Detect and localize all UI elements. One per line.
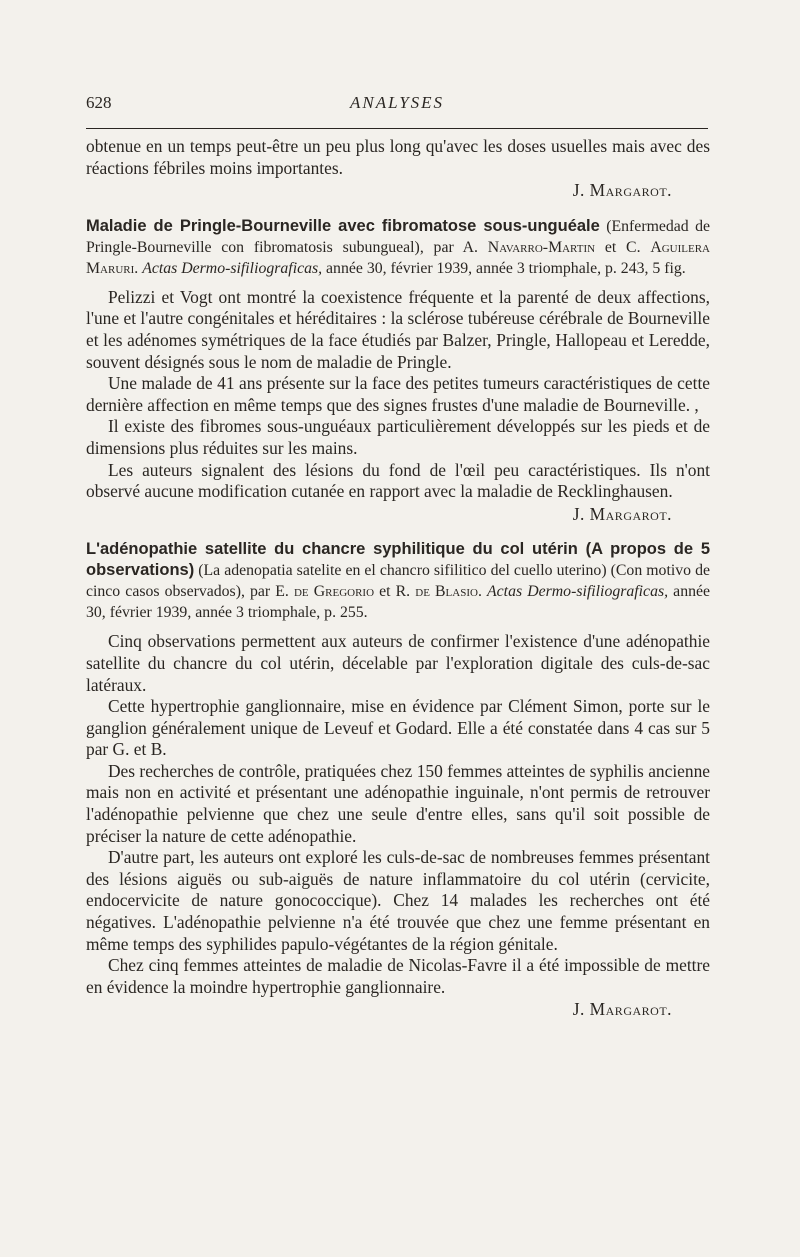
article-1-heading: [86, 216, 710, 279]
article-2-author-end: .: [477, 583, 488, 601]
article-1-author-sep: et C.: [595, 238, 651, 256]
article-2-signature: J. Margarot.: [572, 999, 672, 1020]
article-1-citation: année 30, février 1939, année 3 triomphale, p. 243, 5 fig.: [322, 259, 686, 277]
article-2-subtitle: (La adenopatia satelite en el chancro sifilitico del cuello uterino) (Con motivo de cinco casos observados), par E.: [86, 562, 710, 601]
page-body: [86, 136, 710, 1021]
article-2-heading: [86, 539, 710, 623]
header-rule: [86, 128, 708, 129]
article-2-citation: année 30, février 1939, année 3 triomphale, p. 255.: [86, 583, 711, 622]
article-2-author-sep: et R.: [374, 583, 416, 601]
page-number: 628: [86, 93, 112, 112]
article-2-paragraph: D'autre part, les auteurs ont exploré les culs-de-sac de nombreuses femmes présentant des lésions aiguës ou sub-aiguës de nature inflammatoire du col utérin (cervicite, endocervicite de nature gonococcique). Chez 14 malades les recherches ont été négatives. L'adénopathie pelvienne n'a été trouvée que chez une femme présentant en même temps des syphilides papulo-végétantes de la région génitale.: [86, 847, 710, 954]
article-2-paragraph: Cinq observations permettent aux auteurs de confirmer l'existence d'une adénopathie satellite du chancre du col utérin, décelable par l'exploration digitale des culs-de-sac latéraux.: [86, 631, 710, 695]
article-1-title: Maladie de Pringle-Bourneville avec fibromatose sous-unguéale: [86, 216, 600, 235]
article-1-author-1: Navarro-Martin: [487, 238, 596, 256]
page-header: [86, 93, 708, 117]
article-2-journal: Actas Dermo-sifiliograficas,: [487, 583, 669, 601]
article-1-paragraph: Pelizzi et Vogt ont montré la coexistence fréquente et la parenté de deux affections, l'une et l'autre congénitales et héréditaires : la sclérose tubéreuse cérébrale de Bourneville et les adénomes symétriques de la face étudiés par Balzer, Pringle, Hallopeau et Leredde, souvent désignés sous le nom de maladie de Pringle.: [86, 286, 710, 372]
article-1-subtitle: (Enfermedad de Pringle-Bourneville con fibromatosis subungueal), par A.: [86, 217, 710, 256]
article-1-signature: J. Margarot.: [572, 503, 672, 524]
article-1-journal: Actas Dermo-sifiliograficas,: [142, 259, 323, 277]
article-1-author-2: Aguilera Maruri: [86, 238, 710, 277]
running-title: ANALYSES: [349, 93, 445, 112]
article-1-paragraph: Il existe des fibromes sous-unguéaux particulièrement développés sur les pieds et de dimensions plus réduites sur les mains.: [86, 416, 710, 458]
intro-paragraph: obtenue en un temps peut-être un peu plus long qu'avec les doses usuelles mais avec des réactions fébriles moins importantes.: [86, 136, 710, 178]
intro-signature: J. Margarot.: [572, 180, 672, 201]
article-1-paragraph: Les auteurs signalent des lésions du fond de l'œil peu caractéristiques. Ils n'ont observé aucune modification cutanée en rapport avec la maladie de Recklinghausen.: [86, 459, 710, 502]
article-2-paragraph: Cette hypertrophie ganglionnaire, mise en évidence par Clément Simon, porte sur le ganglion généralement unique de Leveuf et Godard. Elle a été constatée dans 4 cas sur 5 par G. et B.: [86, 696, 710, 760]
article-2-paragraph: Des recherches de contrôle, pratiquées chez 150 femmes atteintes de syphilis ancienne mais non en activité et présentant une adénopathie inguinale, n'ont permis de retrouver l'adénopathie pelvienne que chez une seule d'entre elles, sans qu'il soit possible de préciser la nature de cette adénopathie.: [86, 760, 710, 846]
article-1-paragraph: Une malade de 41 ans présente sur la face des petites tumeurs caractéristiques de cette dernière affection en même temps que des signes frustes d'une maladie de Bourneville. ,: [86, 373, 710, 415]
article-2-author-2: de Blasio: [415, 583, 478, 601]
article-1-author-end: .: [134, 259, 143, 277]
article-2-paragraph: Chez cinq femmes atteintes de maladie de Nicolas-Favre il a été impossible de mettre en évidence la moindre hypertrophie ganglionnaire.: [86, 955, 710, 997]
article-2-author-1: de Gregorio: [293, 583, 375, 601]
article-2-title: L'adénopathie satellite du chancre syphilitique du col utérin (A propos de 5 observations): [86, 540, 710, 580]
